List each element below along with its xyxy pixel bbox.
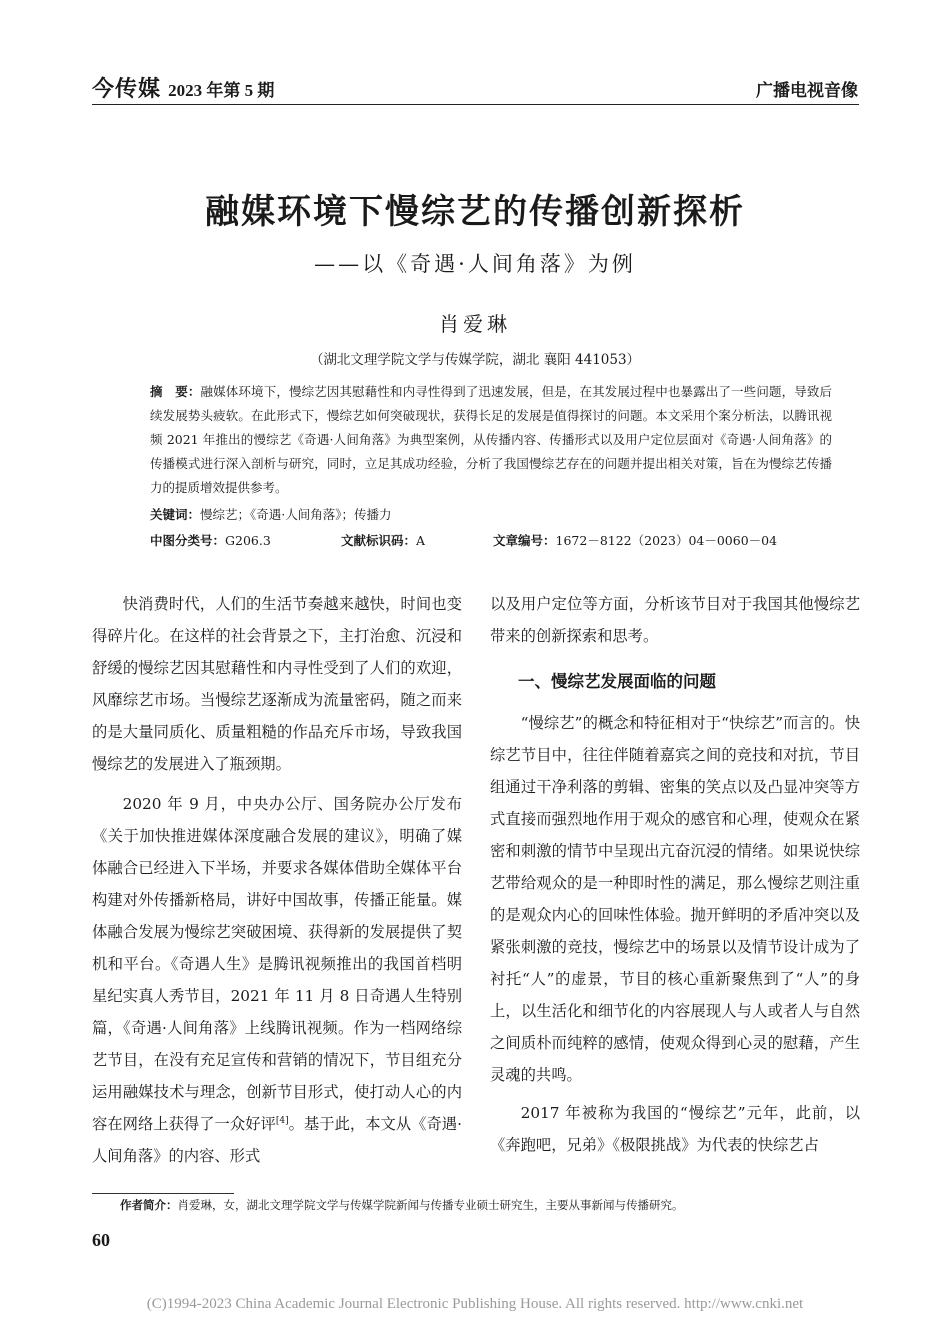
page-number: 60	[92, 1230, 110, 1250]
keywords	[150, 505, 392, 523]
author-bio	[120, 1197, 684, 1213]
article-number-label: 文章编号：	[493, 533, 556, 548]
clc-value: G206.3	[225, 533, 271, 548]
citation-ref: [4]	[275, 1115, 289, 1126]
article-subtitle: ——以《奇遇·人间角落》为例	[314, 252, 636, 276]
clc-label: 中图分类号：	[150, 533, 226, 548]
keywords-label: 关键词：	[150, 507, 201, 522]
keywords-text: 慢综艺；《奇遇·人间角落》；传播力	[200, 507, 392, 522]
paragraph: 2017 年被称为我国的“慢综艺”元年，此前，以《奔跑吧，兄弟》《极限挑战》为代表的快综艺占	[490, 1104, 860, 1154]
paragraph	[92, 788, 462, 1172]
doc-value: A	[416, 533, 426, 548]
article-number-value: 1672－8122（2023）04－0060－04	[555, 533, 778, 548]
journal-name: 今传媒	[92, 77, 162, 102]
author-bio-label: 作者简介：	[120, 1198, 178, 1212]
footnote-divider	[92, 1193, 234, 1194]
paragraph: 快消费时代，人们的生活节奏越来越快，时间也变得碎片化。在这样的社会背景之下，主打治愈、沉浸和舒缓的慢综艺因其慰藉性和内寻性受到了人们的欢迎，风靡综艺市场。当慢综艺逐渐成为流量密码，随之而来的是大量同质化、质量粗糙的作品充斥市场，导致我国慢综艺的发展进入了瓶颈期。	[92, 595, 462, 773]
author-bio-text: 肖爱琳，女，湖北文理学院文学与传媒学院新闻与传播专业硕士研究生，主要从事新闻与传播研究。	[177, 1198, 684, 1212]
paragraph-continued: 以及用户定位等方面，分析该节目对于我国其他慢综艺带来的创新探索和思考。	[490, 595, 860, 645]
article-title: 融媒环境下慢综艺的传播创新探析	[205, 192, 745, 232]
section-heading: 一、慢综艺发展面临的问题	[518, 672, 716, 691]
abstract-label: 摘 要：	[150, 384, 201, 399]
article-number	[493, 531, 777, 549]
header-divider	[92, 104, 859, 105]
author-affiliation: （湖北文理学院文学与传媒学院，湖北 襄阳 441053）	[309, 352, 641, 368]
paragraph: “慢综艺”的概念和特征相对于“快综艺”而言的。快综艺节目中，往往伴随着嘉宾之间的竞技和对抗，节目组通过干净利落的剪辑、密集的笑点以及凸显冲突等方式直接而强烈地作用于观众的感官和心理，使观众在紧密和刺激的情节中呈现出亢奋沉浸的情绪。如果说快综艺带给观众的是一种即时性的满足，那么慢综艺则注重的是观众内心的回味性体验。抛开鲜明的矛盾冲突以及紧张刺激的竞技，慢综艺中的场景以及情节设计成为了衬托“人”的虚景，节目的核心重新聚焦到了“人”的身上，以生活化和细节化的内容展现人与人或者人与自然之间质朴而纯粹的感情，使观众得到心灵的慰藉，产生灵魂的共鸣。	[490, 714, 860, 1084]
section-name: 广播电视音像	[756, 81, 858, 101]
running-header-left	[92, 72, 274, 103]
author-name: 肖爱琳	[439, 312, 511, 336]
paragraph-text: 。基于此，本文从《奇遇·人间角落》的内容、形式	[92, 1115, 462, 1165]
document-code	[341, 531, 425, 549]
clc-number	[150, 531, 271, 549]
body-right-column	[490, 588, 860, 1161]
issue-number: 2023 年第 5 期	[168, 81, 275, 100]
copyright-watermark: (C)1994-2023 China Academic Journal Electronic Publishing House. All rights reserved. http://www.cnki.net	[146, 1296, 804, 1312]
body-left-column	[92, 588, 462, 1172]
abstract	[150, 380, 832, 500]
abstract-text: 融媒体环境下，慢综艺因其慰藉性和内寻性得到了迅速发展，但是，在其发展过程中也暴露出了一些问题，导致后续发展势头疲软。在此形式下，慢综艺如何突破现状，获得长足的发展是值得探讨的问题。本文采用个案分析法，以腾讯视频 2021 年推出的慢综艺《奇遇·人间角落》为典型案例，从传播内容、传播形式以及用户定位层面对《奇遇·人间角落》的传播模式进行深入剖析与研究，同时，立足其成功经验，分析了我国慢综艺存在的问题并提出相关对策，旨在为慢综艺传播力的提质增效提供参考。	[150, 384, 832, 495]
paragraph-text: 2020 年 9 月，中央办公厅、国务院办公厅发布《关于加快推进媒体深度融合发展的建议》，明确了媒体融合已经进入下半场，并要求各媒体借助全媒体平台构建对外传播新格局，讲好中国故事，传播正能量。媒体融合发展为慢综艺突破困境、获得新的发展提供了契机和平台。《奇遇人生》是腾讯视频推出的我国首档明星纪实真人秀节目，2021 年 11 月 8 日奇遇人生特别篇，《奇遇·人间角落》上线腾讯视频。作为一档网络综艺节目，在没有充足宣传和营销的情况下，节目组充分运用融媒技术与理念，创新节目形式，使打动人心的内容在网络上获得了一众好评	[92, 795, 462, 1133]
doc-label: 文献标识码：	[341, 533, 417, 548]
